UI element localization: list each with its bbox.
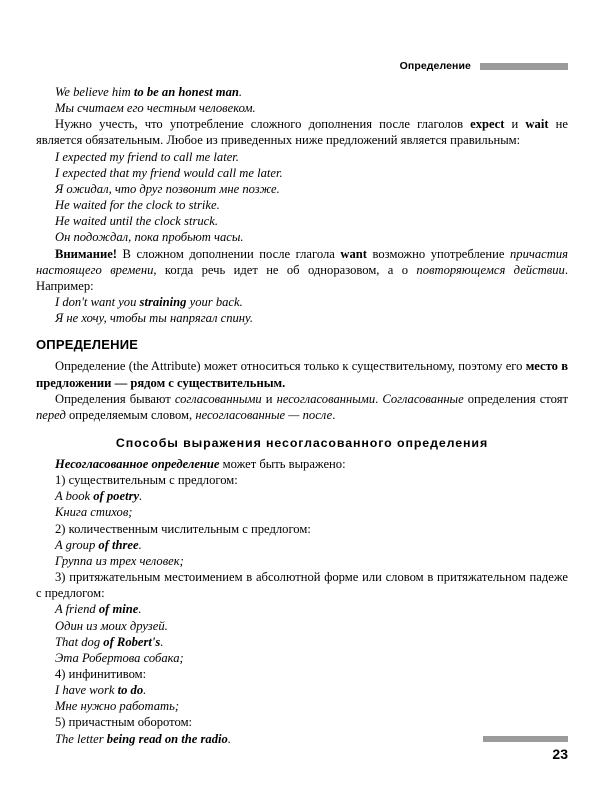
example-emphasis: of Robert's	[103, 634, 161, 649]
paragraph-text: В сложном дополнении после глагола	[117, 246, 341, 261]
paragraph-text: возможно употребление	[366, 246, 510, 261]
example-text: I don't want you	[55, 295, 140, 310]
spacer	[36, 326, 568, 337]
example-sentence: I expected my friend to call me later.	[55, 149, 239, 164]
paragraph-text: и	[261, 391, 277, 406]
section-heading-opredelenie: ОПРЕДЕЛЕНИЕ	[36, 337, 139, 353]
paragraph	[36, 116, 568, 148]
example-text: We believe him	[55, 85, 134, 99]
paragraph-text: , когда речь идет не об одноразовом, а о	[153, 262, 417, 277]
example-sentence	[55, 84, 568, 100]
page-footer	[448, 736, 568, 762]
paragraph-text: Определение (the Attribute) может относиться только к существительному, поэтому его	[55, 359, 526, 374]
footer-rule	[483, 736, 568, 742]
example-emphasis: straining	[139, 295, 187, 310]
list-item: 2) количественным числительным с предлогом:	[55, 521, 311, 536]
example-emphasis: to do	[117, 683, 144, 698]
example-sentence	[55, 634, 568, 650]
attention-paragraph	[36, 246, 568, 294]
example-translation: Книга стихов;	[55, 505, 133, 520]
example-text: your back.	[186, 295, 243, 310]
term-wait: wait	[525, 117, 549, 132]
paragraph-emphasis: несогласованные — после	[195, 407, 333, 422]
example-emphasis: of mine	[98, 602, 139, 617]
term-expect: expect	[470, 117, 505, 132]
example-translation: Мне нужно работать;	[55, 699, 180, 714]
paragraph-emphasis: согласованными	[174, 391, 262, 406]
example-emphasis: of three	[98, 537, 139, 552]
example-sentence: I expected that my friend would call me later.	[55, 165, 283, 180]
list-item: 3) притяжательным местоимением в абсолютной форме или словом в притяжательном падеже с предлогом:	[36, 570, 568, 601]
example-translation: Группа из трех человек;	[55, 553, 184, 568]
example-sentence	[55, 537, 568, 553]
example-sentence	[55, 488, 568, 504]
paragraph-text: . Например:	[36, 262, 568, 293]
example-sentence	[55, 294, 568, 310]
running-head	[400, 58, 568, 74]
example-punct: .	[138, 537, 142, 552]
example-text: I have work	[55, 683, 118, 698]
example-text: A friend	[55, 602, 99, 617]
paragraph-text: и	[504, 117, 526, 132]
paragraph	[36, 391, 568, 423]
attention-label: Внимание!	[55, 246, 117, 261]
paragraph-emphasis: Согласованные	[382, 391, 464, 406]
running-head-rule	[480, 63, 568, 70]
subsection-heading-sposoby: Способы выражения несогласованного определения	[115, 435, 489, 450]
list-item: 1) существительным с предлогом:	[55, 473, 238, 488]
paragraph-text: .	[332, 407, 336, 422]
paragraph-text: определяемым словом,	[65, 407, 196, 422]
paragraph-emphasis: причастия настоящего времени	[36, 246, 568, 277]
paragraph-emphasis: Несогласованное определение	[55, 456, 220, 471]
paragraph-text: определения стоят	[463, 391, 569, 406]
example-punct: .	[138, 602, 142, 617]
page-number: 23	[552, 746, 568, 762]
running-head-title: Определение	[399, 60, 471, 72]
spacer	[36, 423, 568, 436]
term-want: want	[340, 246, 367, 261]
page-content	[36, 84, 568, 747]
paragraph-emphasis: несогласованными	[276, 391, 376, 406]
list-item: 5) причастным оборотом:	[55, 715, 193, 730]
paragraph-emphasis: перед	[36, 407, 66, 422]
list-item: 4) инфинитивом:	[55, 667, 147, 681]
example-sentence	[55, 682, 568, 698]
example-text: A group	[55, 537, 99, 552]
paragraph-text: не является обязательным. Любое из приведенных ниже предложений является правильным:	[36, 117, 568, 148]
example-emphasis: to be an honest man	[133, 85, 239, 99]
paragraph-text: может быть выражено:	[219, 456, 346, 471]
example-emphasis: of poetry	[93, 489, 140, 504]
example-translation: Мы считаем его честным человеком.	[55, 101, 256, 116]
example-translation: Я не хочу, чтобы ты напрягал спину.	[55, 311, 253, 326]
paragraph-emphasis: место в предложении — рядом с существительным.	[36, 359, 568, 390]
paragraph-emphasis: повторяющемся действии	[416, 262, 565, 277]
example-translation: Один из моих друзей.	[55, 618, 168, 633]
paragraph	[55, 456, 568, 472]
example-punct: .	[227, 731, 231, 746]
example-translation: Он подождал, пока пробьют часы.	[55, 230, 244, 245]
example-punct: .	[160, 634, 164, 649]
example-sentence: He waited until the clock struck.	[55, 214, 218, 229]
example-emphasis: being read on the radio	[106, 731, 228, 746]
paragraph-text: Нужно учесть, что употребление сложного дополнения после глаголов	[55, 117, 471, 132]
example-punct: .	[238, 85, 243, 99]
example-sentence: He waited for the clock to strike.	[55, 198, 220, 213]
paragraph	[36, 358, 568, 390]
example-sentence	[55, 601, 568, 617]
example-text: A book	[55, 489, 94, 504]
example-punct: .	[143, 683, 147, 698]
example-punct: .	[139, 489, 143, 504]
paragraph-text: Определения бывают	[55, 391, 175, 406]
example-text: That dog	[55, 634, 104, 649]
paragraph-text: .	[375, 391, 383, 406]
example-translation: Эта Робертова собака;	[55, 650, 184, 665]
example-text: The letter	[55, 731, 107, 746]
example-translation: Я ожидал, что друг позвонит мне позже.	[55, 181, 280, 196]
